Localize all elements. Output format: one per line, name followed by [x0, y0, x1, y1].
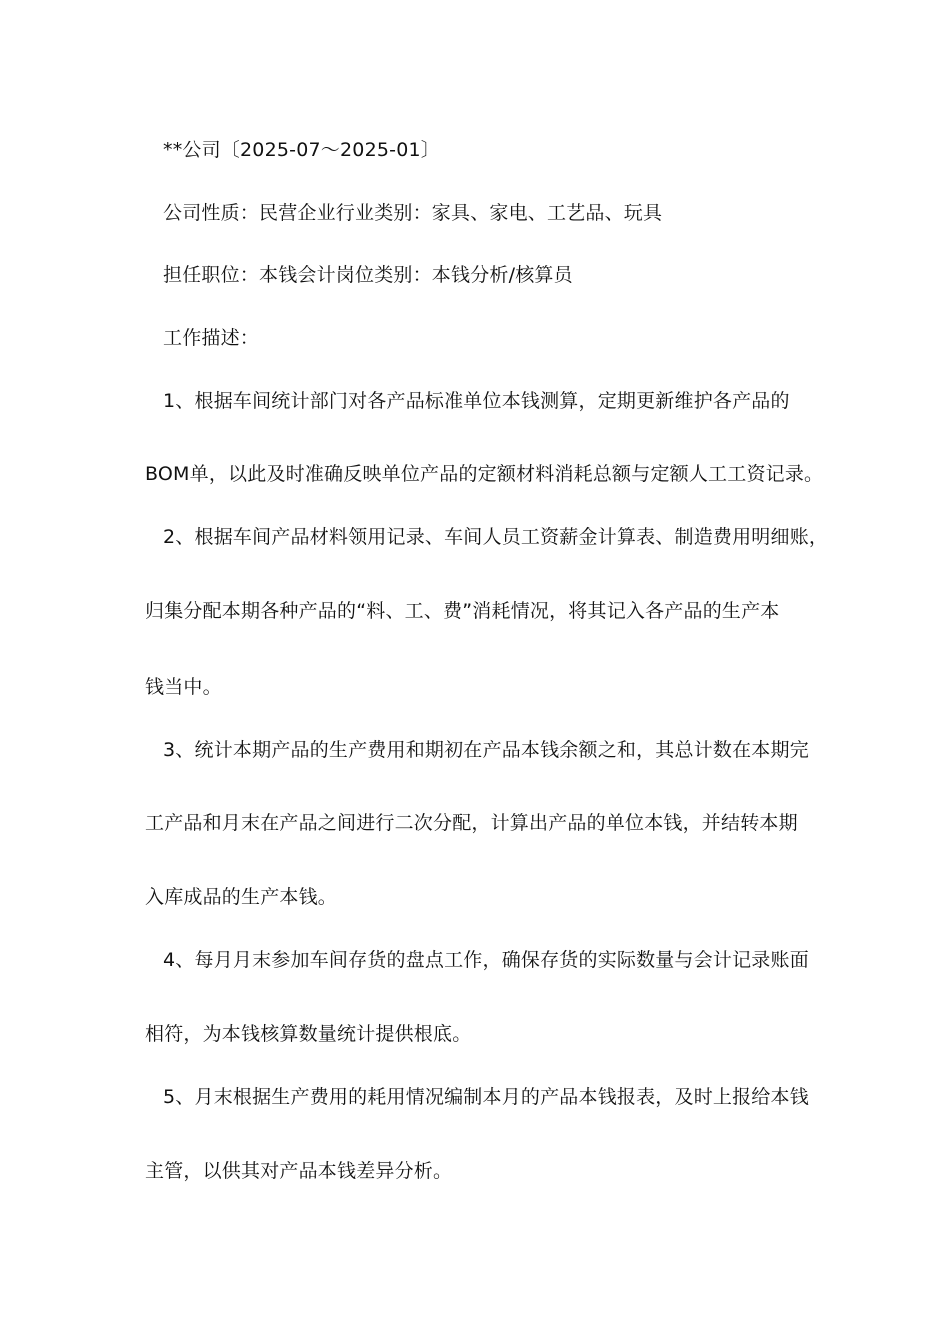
item-1-line-2: BOM单，以此及时准确反映单位产品的定额材料消耗总额与定额人工工资记录。	[145, 463, 824, 485]
item-3-line-2: 工产品和月末在产品之间进行二次分配，计算出产品的单位本钱，并结转本期	[145, 812, 798, 834]
item-4-line-2: 相符，为本钱核算数量统计提供根底。	[145, 1023, 472, 1045]
company-nature: 公司性质：民营企业行业类别：家具、家电、工艺品、玩具	[163, 202, 663, 224]
company-period: **公司〔2025-07～2025-01〕	[163, 139, 440, 161]
item-5-line-1: 5、月末根据生产费用的耗用情况编制本月的产品本钱报表，及时上报给本钱	[163, 1086, 809, 1108]
item-3-line-1: 3、统计本期产品的生产费用和期初在产品本钱余额之和，其总计数在本期完	[163, 739, 809, 761]
item-3-line-3: 入库成品的生产本钱。	[145, 886, 338, 908]
item-4-line-1: 4、每月月末参加车间存货的盘点工作，确保存货的实际数量与会计记录账面	[163, 949, 809, 971]
item-1-line-1: 1、根据车间统计部门对各产品标准单位本钱测算，定期更新维护各产品的	[163, 390, 790, 412]
item-5-line-2: 主管，以供其对产品本钱差异分析。	[145, 1160, 453, 1182]
description-heading: 工作描述：	[163, 327, 260, 349]
item-2-line-1: 2、根据车间产品材料领用记录、车间人员工资薪金计算表、制造费用明细账，	[163, 526, 829, 548]
item-2-line-2: 归集分配本期各种产品的“料、工、费”消耗情况，将其记入各产品的生产本	[145, 600, 780, 622]
item-2-line-3: 钱当中。	[145, 676, 222, 698]
job-position: 担任职位：本钱会计岗位类别：本钱分析/核算员	[163, 264, 573, 286]
